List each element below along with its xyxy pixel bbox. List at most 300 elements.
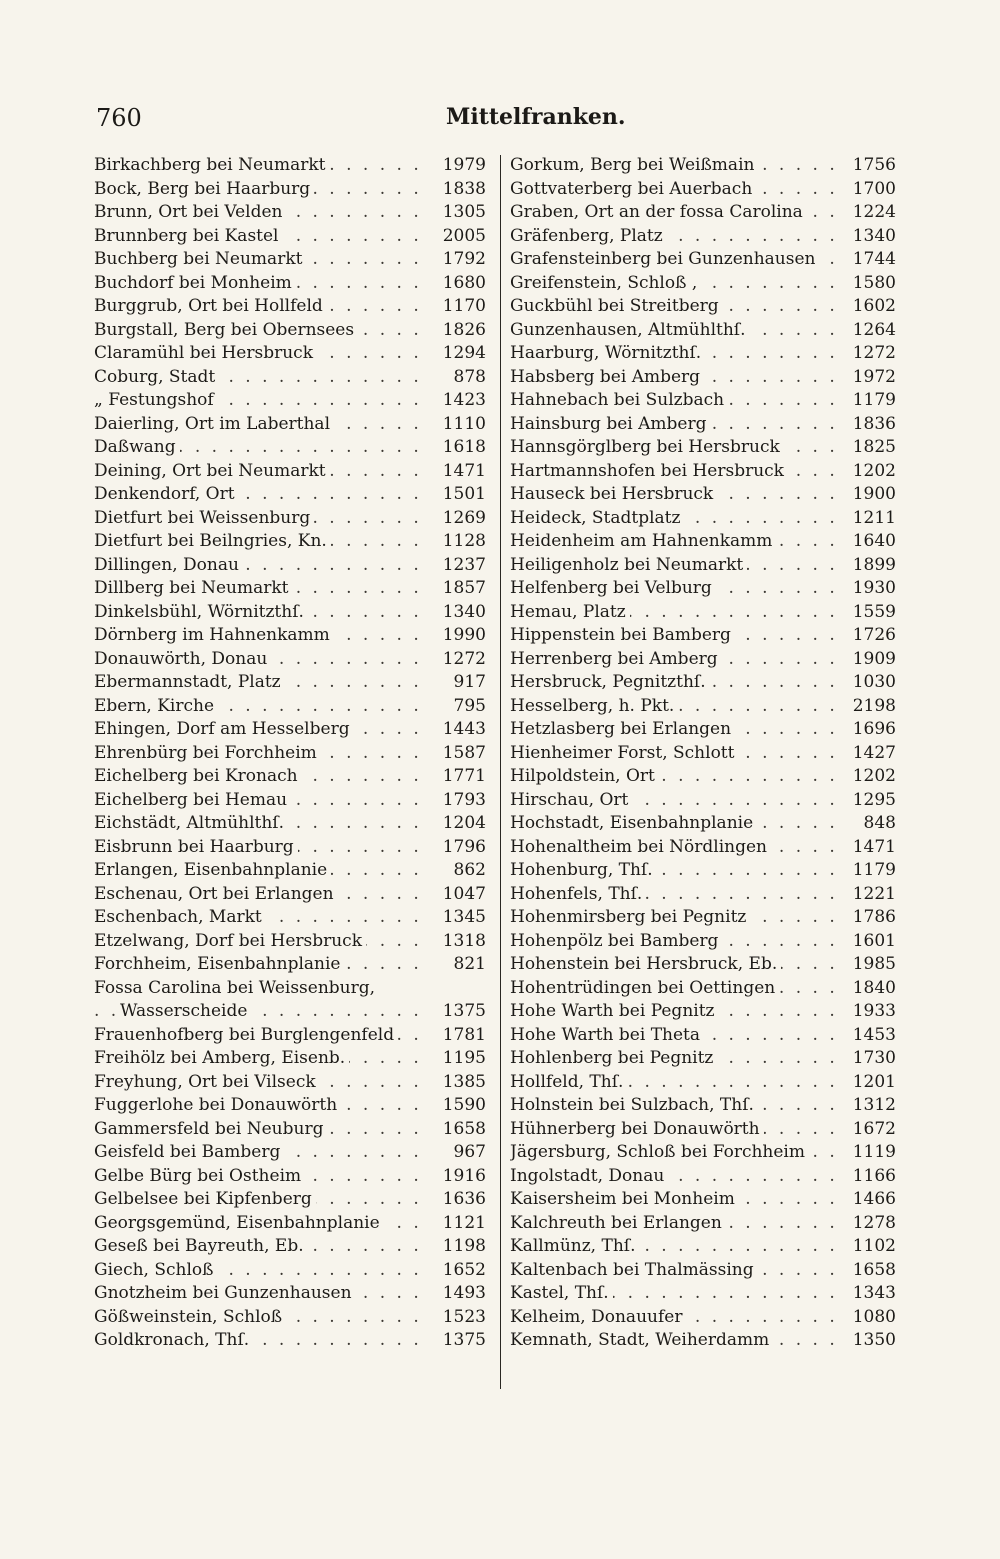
entry-name bbox=[510, 319, 834, 343]
column-divider bbox=[500, 155, 501, 1389]
entry-elevation: 1350 bbox=[852, 1330, 896, 1350]
entry-label: Forchheim, Eisenbahnplanie bbox=[94, 954, 344, 974]
entry-name bbox=[510, 930, 834, 954]
index-entry bbox=[94, 977, 490, 1001]
entry-elevation: 1269 bbox=[442, 507, 486, 528]
entry-elevation: 1295 bbox=[852, 789, 896, 810]
index-entry bbox=[510, 530, 900, 554]
index-entry bbox=[510, 812, 900, 836]
entry-label: Kallmünz, Thſ. bbox=[510, 1236, 639, 1256]
entry-name bbox=[94, 248, 424, 272]
entry-elevation: 1471 bbox=[852, 836, 896, 857]
index-entry bbox=[94, 389, 490, 413]
entry-name bbox=[510, 460, 834, 484]
entry-label: Hohlenberg bei Pegnitz bbox=[510, 1048, 717, 1068]
entry-name bbox=[510, 530, 834, 554]
entry-label: Ehrenbürg bei Forchheim bbox=[94, 743, 321, 763]
entry-elevation: 1786 bbox=[852, 907, 896, 927]
entry-elevation: 1375 bbox=[442, 1330, 486, 1350]
entry-elevation: 1385 bbox=[442, 1071, 486, 1092]
entry-name bbox=[510, 436, 834, 460]
index-entry bbox=[510, 1071, 900, 1095]
index-entry bbox=[94, 601, 490, 625]
entry-elevation: 1179 bbox=[852, 390, 896, 410]
page-header bbox=[96, 104, 626, 140]
index-entry bbox=[510, 883, 900, 907]
entry-elevation: 1796 bbox=[442, 836, 486, 857]
index-entry bbox=[94, 295, 490, 319]
entry-label: Hemau, Platz bbox=[510, 602, 630, 622]
entry-label: Hippenstein bei Bamberg bbox=[510, 625, 735, 645]
entry-name bbox=[94, 812, 424, 836]
entry-elevation: 1587 bbox=[442, 742, 486, 763]
index-entry bbox=[94, 1047, 490, 1071]
entry-name bbox=[94, 295, 424, 319]
entry-label: Freyhung, Ort bei Vilseck bbox=[94, 1072, 320, 1092]
index-entry bbox=[510, 389, 900, 413]
index-entry bbox=[510, 436, 900, 460]
entry-label: Eichstädt, Altmühlthſ. bbox=[94, 813, 288, 833]
entry-elevation: 1602 bbox=[852, 296, 896, 316]
entry-label: Kaisersheim bei Monheim bbox=[510, 1189, 739, 1209]
entry-label: Brunnberg bei Kastel bbox=[94, 226, 283, 246]
index-entry bbox=[94, 460, 490, 484]
index-entry bbox=[94, 742, 490, 766]
entry-label: Birkachberg bei Neumarkt bbox=[94, 155, 330, 175]
entry-name bbox=[510, 1188, 834, 1212]
entry-name bbox=[510, 1141, 834, 1165]
entry-label: Daßwang bbox=[94, 437, 180, 457]
entry-name bbox=[510, 695, 834, 719]
entry-name bbox=[510, 1165, 834, 1189]
entry-name bbox=[510, 225, 834, 249]
entry-name bbox=[94, 319, 424, 343]
entry-elevation: 1900 bbox=[852, 484, 896, 504]
entry-elevation: 1930 bbox=[852, 578, 896, 598]
index-entry bbox=[510, 295, 900, 319]
entry-elevation: 1696 bbox=[852, 719, 896, 739]
index-entry bbox=[94, 154, 490, 178]
entry-name bbox=[94, 554, 424, 578]
entry-elevation: 1559 bbox=[852, 601, 896, 622]
entry-elevation: 967 bbox=[453, 1142, 486, 1162]
index-entry bbox=[510, 601, 900, 625]
entry-elevation: 1312 bbox=[852, 1095, 896, 1115]
entry-name bbox=[94, 695, 424, 719]
index-entry bbox=[510, 1306, 900, 1330]
index-entry bbox=[510, 154, 900, 178]
entry-name bbox=[510, 648, 834, 672]
index-entry bbox=[94, 624, 490, 648]
entry-name bbox=[510, 859, 834, 883]
entry-elevation: 1224 bbox=[852, 202, 896, 222]
index-entry bbox=[510, 1235, 900, 1259]
entry-name bbox=[94, 225, 424, 249]
entry-label: Eisbrunn bei Haarburg bbox=[94, 837, 298, 857]
index-entry bbox=[510, 648, 900, 672]
entry-label: Ebern, Kirche bbox=[94, 696, 218, 716]
index-entry bbox=[94, 953, 490, 977]
entry-elevation: 1636 bbox=[442, 1189, 486, 1209]
entry-elevation: 1201 bbox=[852, 1071, 896, 1092]
entry-name bbox=[94, 601, 424, 625]
entry-label: Guckbühl bei Streitberg bbox=[510, 296, 723, 316]
entry-elevation: 1985 bbox=[852, 954, 896, 974]
entry-name bbox=[510, 1282, 834, 1306]
entry-name bbox=[510, 366, 834, 390]
index-entry bbox=[510, 1212, 900, 1236]
index-entry bbox=[510, 178, 900, 202]
index-entry bbox=[510, 789, 900, 813]
entry-name bbox=[510, 178, 834, 202]
entry-label: Eschenbach, Markt bbox=[94, 907, 266, 927]
entry-label: Kalchreuth bei Erlangen bbox=[510, 1213, 726, 1233]
entry-label: Hahnebach bei Sulzbach bbox=[510, 390, 728, 410]
entry-name bbox=[94, 577, 424, 601]
entry-name bbox=[94, 1259, 424, 1283]
entry-name bbox=[94, 1188, 424, 1212]
index-entry bbox=[94, 1259, 490, 1283]
index-entry bbox=[510, 1047, 900, 1071]
entry-name bbox=[94, 1282, 424, 1306]
entry-elevation: 1840 bbox=[852, 977, 896, 998]
entry-label: Kaltenbach bei Thalmässing bbox=[510, 1260, 758, 1280]
entry-elevation: 1195 bbox=[442, 1048, 486, 1068]
entry-name bbox=[94, 460, 424, 484]
entry-elevation: 1264 bbox=[852, 319, 896, 340]
entry-label: Gnotzheim bei Gunzenhausen bbox=[94, 1283, 356, 1303]
entry-label: Hohe Warth bei Theta bbox=[510, 1025, 704, 1045]
entry-label: Coburg, Stadt bbox=[94, 367, 219, 387]
entry-elevation: 1523 bbox=[442, 1306, 486, 1327]
entry-elevation: 1443 bbox=[442, 719, 486, 739]
entry-elevation: 1899 bbox=[852, 554, 896, 575]
entry-label: Helfenberg bei Velburg bbox=[510, 578, 716, 598]
index-entry bbox=[94, 248, 490, 272]
index-entry bbox=[94, 1118, 490, 1142]
entry-elevation: 1756 bbox=[852, 155, 896, 175]
entry-name bbox=[94, 436, 424, 460]
entry-name bbox=[94, 154, 424, 178]
entry-elevation: 1493 bbox=[442, 1283, 486, 1303]
entry-elevation: 1990 bbox=[442, 625, 486, 645]
entry-label: Jägersburg, Schloß bei Forchheim bbox=[510, 1142, 809, 1162]
entry-label: Fossa Carolina bei Weissenburg, bbox=[94, 978, 379, 998]
entry-label: Dillingen, Donau bbox=[94, 555, 243, 575]
entry-label: Hohenfels, Thſ. bbox=[510, 884, 646, 904]
entry-elevation: 1305 bbox=[442, 202, 486, 222]
entry-name bbox=[510, 295, 834, 319]
entry-name bbox=[510, 1306, 834, 1330]
index-entry bbox=[510, 765, 900, 789]
index-entry bbox=[510, 577, 900, 601]
entry-elevation: 1744 bbox=[852, 249, 896, 269]
index-entry bbox=[510, 1259, 900, 1283]
entry-elevation: 1030 bbox=[852, 672, 896, 692]
entry-elevation: 795 bbox=[453, 695, 486, 716]
index-entry bbox=[94, 906, 490, 930]
entry-elevation: 1916 bbox=[442, 1165, 486, 1186]
entry-elevation: 1792 bbox=[442, 249, 486, 269]
index-entry bbox=[510, 554, 900, 578]
entry-elevation: 1590 bbox=[442, 1095, 486, 1115]
entry-name bbox=[94, 1024, 424, 1048]
index-entry bbox=[510, 906, 900, 930]
index-entry bbox=[94, 554, 490, 578]
index-entry bbox=[94, 930, 490, 954]
entry-name bbox=[510, 389, 834, 413]
entry-elevation: 1294 bbox=[442, 343, 486, 363]
entry-name bbox=[94, 178, 424, 202]
index-entry bbox=[94, 201, 490, 225]
index-entry bbox=[94, 319, 490, 343]
entry-name bbox=[510, 953, 834, 977]
entry-label: Brunn, Ort bei Velden bbox=[94, 202, 286, 222]
entry-label: Dietfurt bei Beilngries, Kn. bbox=[94, 531, 331, 551]
entry-label: Graben, Ort an der fossa Carolina bbox=[510, 202, 807, 222]
entry-label: Dinkelsbühl, Wörnitzthſ. bbox=[94, 602, 308, 622]
entry-label: Ebermannstadt, Platz bbox=[94, 672, 285, 692]
index-entry bbox=[510, 953, 900, 977]
entry-name bbox=[94, 1071, 424, 1095]
entry-elevation: 848 bbox=[863, 813, 896, 833]
entry-label: Heidenheim am Hahnenkamm bbox=[510, 531, 776, 551]
index-entry bbox=[94, 1141, 490, 1165]
entry-elevation: 1166 bbox=[852, 1165, 896, 1186]
entry-elevation: 1427 bbox=[852, 742, 896, 763]
entry-elevation: 1658 bbox=[852, 1259, 896, 1280]
entry-name bbox=[510, 1047, 834, 1071]
entry-name bbox=[94, 342, 424, 366]
entry-name bbox=[510, 883, 834, 907]
entry-name bbox=[510, 413, 834, 437]
entry-elevation: 1501 bbox=[442, 484, 486, 504]
entry-name bbox=[510, 201, 834, 225]
right-column bbox=[510, 154, 900, 1353]
entry-elevation: 1826 bbox=[442, 319, 486, 340]
entry-name bbox=[510, 507, 834, 531]
index-entry bbox=[94, 413, 490, 437]
index-entry bbox=[510, 1188, 900, 1212]
entry-label: Buchdorf bei Monheim bbox=[94, 273, 296, 293]
index-entry bbox=[94, 342, 490, 366]
entry-label: Claramühl bei Hersbruck bbox=[94, 343, 317, 363]
entry-elevation: 1202 bbox=[852, 766, 896, 786]
entry-name bbox=[510, 671, 834, 695]
entry-name bbox=[94, 624, 424, 648]
entry-label: Etzelwang, Dorf bei Hersbruck bbox=[94, 931, 366, 951]
index-entry bbox=[510, 695, 900, 719]
entry-name bbox=[510, 765, 834, 789]
index-entry bbox=[94, 1024, 490, 1048]
entry-name bbox=[510, 554, 834, 578]
entry-label: Habsberg bei Amberg bbox=[510, 367, 704, 387]
entry-elevation: 1933 bbox=[852, 1001, 896, 1021]
entry-label: Hartmannshofen bei Hersbruck bbox=[510, 461, 788, 481]
entry-name bbox=[510, 1212, 834, 1236]
index-entry bbox=[94, 1188, 490, 1212]
index-entry bbox=[510, 718, 900, 742]
entry-label: Kelheim, Donauufer bbox=[510, 1307, 686, 1327]
entry-elevation: 1211 bbox=[852, 507, 896, 528]
index-entry bbox=[94, 178, 490, 202]
entry-label: Hohenpölz bei Bamberg bbox=[510, 931, 722, 951]
index-entry bbox=[510, 225, 900, 249]
index-entry bbox=[94, 225, 490, 249]
entry-elevation: 2198 bbox=[852, 695, 896, 716]
entry-name bbox=[510, 906, 834, 930]
entry-elevation: 1375 bbox=[442, 1001, 486, 1021]
index-entry bbox=[94, 836, 490, 860]
entry-name bbox=[510, 1000, 834, 1024]
entry-name bbox=[510, 742, 834, 766]
index-entry bbox=[510, 1141, 900, 1165]
entry-elevation: 1781 bbox=[442, 1024, 486, 1045]
entry-elevation: 1047 bbox=[442, 883, 486, 904]
entry-name bbox=[94, 671, 424, 695]
entry-elevation: 1979 bbox=[442, 155, 486, 175]
entry-name bbox=[94, 953, 424, 977]
entry-elevation: 1128 bbox=[442, 531, 486, 551]
entry-name bbox=[94, 742, 424, 766]
entry-elevation: 1601 bbox=[852, 930, 896, 951]
entry-elevation: 1278 bbox=[852, 1212, 896, 1233]
index-entry bbox=[510, 1094, 900, 1118]
index-entry bbox=[94, 436, 490, 460]
index-entry bbox=[94, 859, 490, 883]
entry-label: Burggrub, Ort bei Hollfeld bbox=[94, 296, 327, 316]
entry-elevation: 1102 bbox=[852, 1236, 896, 1256]
entry-label: Hochstadt, Eisenbahnplanie bbox=[510, 813, 757, 833]
index-entry bbox=[94, 483, 490, 507]
entry-elevation: 1836 bbox=[852, 413, 896, 434]
index-entry bbox=[510, 930, 900, 954]
entry-name bbox=[94, 1000, 424, 1024]
entry-elevation: 1640 bbox=[852, 531, 896, 551]
entry-elevation: 1423 bbox=[442, 390, 486, 410]
entry-label: Gelbelsee bei Kipfenberg bbox=[94, 1189, 316, 1209]
entry-name bbox=[94, 930, 424, 954]
index-entry bbox=[94, 272, 490, 296]
entry-label: Hesselberg, h. Pkt. bbox=[510, 696, 678, 716]
entry-label: Gesеß bei Bayreuth, Eb. bbox=[94, 1236, 308, 1256]
entry-label: Wasserscheide bbox=[120, 1001, 251, 1021]
index-entry bbox=[510, 272, 900, 296]
index-entry bbox=[94, 1165, 490, 1189]
entry-label: Donauwörth, Donau bbox=[94, 649, 271, 669]
entry-elevation: 1345 bbox=[442, 907, 486, 927]
entry-elevation: 1202 bbox=[852, 460, 896, 481]
entry-elevation: 1972 bbox=[852, 366, 896, 387]
entry-label: Hohentrüdingen bei Oettingen bbox=[510, 978, 779, 998]
entry-label: Georgsgemünd, Eisenbahnplanie bbox=[94, 1213, 384, 1233]
entry-elevation: 1680 bbox=[442, 272, 486, 293]
entry-label: Fuggerlohe bei Donauwörth bbox=[94, 1095, 341, 1115]
index-entry bbox=[94, 1071, 490, 1095]
entry-name bbox=[94, 1118, 424, 1142]
entry-name bbox=[510, 601, 834, 625]
entry-label: Eschenau, Ort bei Erlangen bbox=[94, 884, 338, 904]
entry-label: Hohenburg, Thſ. bbox=[510, 860, 657, 880]
index-entry bbox=[94, 1306, 490, 1330]
entry-label: Goldkronach, Thſ. bbox=[94, 1330, 253, 1350]
index-entry bbox=[510, 319, 900, 343]
page-number: 760 bbox=[96, 104, 142, 132]
entry-label: Buchberg bei Neumarkt bbox=[94, 249, 306, 269]
entry-name bbox=[94, 272, 424, 296]
index-entry bbox=[94, 1282, 490, 1306]
entry-name bbox=[510, 718, 834, 742]
entry-label: Heideck, Stadtplatz bbox=[510, 508, 684, 528]
entry-name bbox=[510, 1329, 834, 1353]
index-entry bbox=[510, 977, 900, 1001]
entry-elevation: 1700 bbox=[852, 178, 896, 199]
entry-label: Eichelberg bei Hemau bbox=[94, 790, 291, 810]
entry-name bbox=[510, 272, 834, 296]
entry-label: Deining, Ort bei Neumarkt bbox=[94, 461, 330, 481]
index-entry bbox=[510, 366, 900, 390]
entry-elevation: 1318 bbox=[442, 930, 486, 951]
entry-label: Geisfeld bei Bamberg bbox=[94, 1142, 284, 1162]
entry-elevation: 1121 bbox=[442, 1212, 486, 1233]
index-entry bbox=[510, 1282, 900, 1306]
entry-label: Haarburg, Wörnitzthſ. bbox=[510, 343, 705, 363]
entry-label: Hetzlasberg bei Erlangen bbox=[510, 719, 735, 739]
entry-elevation: 1652 bbox=[442, 1259, 486, 1280]
entry-label: Dörnberg im Hahnenkamm bbox=[94, 625, 334, 645]
index-entry bbox=[94, 789, 490, 813]
entry-elevation: 1272 bbox=[442, 648, 486, 669]
entry-elevation: 1080 bbox=[852, 1306, 896, 1327]
index-entry bbox=[510, 342, 900, 366]
entry-elevation: 1730 bbox=[852, 1048, 896, 1068]
entry-elevation: 1618 bbox=[442, 437, 486, 457]
entry-elevation: 1221 bbox=[852, 883, 896, 904]
entry-elevation: 878 bbox=[453, 366, 486, 387]
entry-label: Hohe Warth bei Pegnitz bbox=[510, 1001, 719, 1021]
entry-label: Hilpoldstein, Ort bbox=[510, 766, 659, 786]
entry-label: Erlangen, Eisenbahnplanie bbox=[94, 860, 331, 880]
entry-name bbox=[94, 201, 424, 225]
index-entry bbox=[94, 648, 490, 672]
index-entry bbox=[94, 812, 490, 836]
entry-label: Ingolstadt, Donau bbox=[510, 1166, 668, 1186]
entry-name bbox=[510, 1235, 834, 1259]
entry-label: Dillberg bei Neumarkt bbox=[94, 578, 292, 598]
entry-elevation: 1237 bbox=[442, 554, 486, 575]
index-entry bbox=[510, 413, 900, 437]
index-entry bbox=[94, 671, 490, 695]
entry-name bbox=[94, 718, 424, 742]
entry-elevation: 862 bbox=[453, 860, 486, 880]
index-entry bbox=[94, 577, 490, 601]
entry-elevation: 1471 bbox=[442, 460, 486, 481]
entry-label: Gräfenberg, Platz bbox=[510, 226, 667, 246]
entry-name bbox=[94, 1212, 424, 1236]
entry-name bbox=[510, 154, 834, 178]
entry-label: Frauenhofberg bei Burglengenfeld bbox=[94, 1025, 398, 1045]
entry-name bbox=[94, 1329, 424, 1353]
entry-label: Hauseck bei Hersbruck bbox=[510, 484, 717, 504]
entry-name bbox=[94, 859, 424, 883]
index-entry bbox=[94, 765, 490, 789]
entry-label: Grafensteinberg bei Gunzenhausen bbox=[510, 249, 820, 269]
entry-name bbox=[94, 1235, 424, 1259]
entry-label: Gottvaterberg bei Auerbach bbox=[510, 179, 756, 199]
index-entry bbox=[510, 1329, 900, 1353]
entry-elevation: 1179 bbox=[852, 860, 896, 880]
entry-name bbox=[510, 836, 834, 860]
